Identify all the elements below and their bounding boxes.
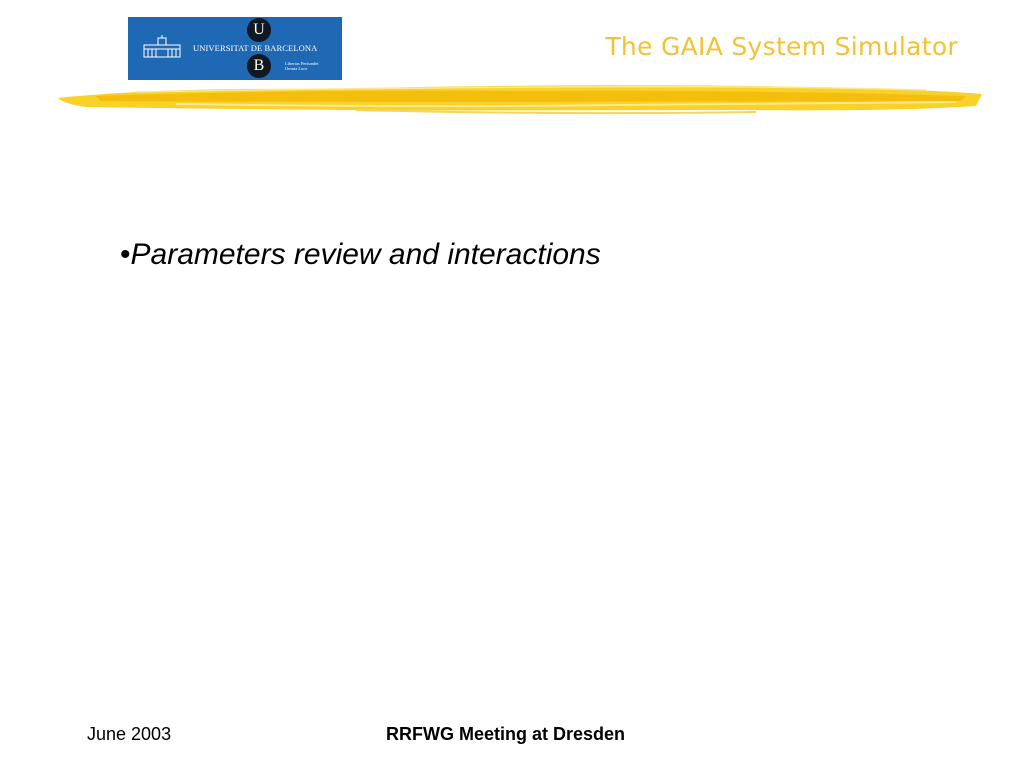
university-logo (128, 17, 342, 80)
university-motto (285, 61, 318, 71)
logo-b-circle: B (247, 54, 271, 78)
footer-date: June 2003 (87, 724, 172, 744)
decorative-brush-stroke (56, 80, 984, 116)
bullet-marker: • (120, 238, 131, 271)
bullet-text: Parameters review and interactions (130, 238, 601, 271)
university-name: UNIVERSITAT DE BARCELONA (193, 43, 318, 53)
slide-title: The GAIA System Simulator (605, 32, 958, 61)
logo-u-circle: U (247, 18, 271, 42)
motto-line-1: Libertas Perfundet (285, 61, 319, 66)
bullet-item (120, 238, 601, 272)
footer-event: RRFWG Meeting at Dresden (386, 724, 626, 744)
motto-line-2: Omnia Luce (285, 66, 308, 71)
building-icon (142, 35, 182, 59)
